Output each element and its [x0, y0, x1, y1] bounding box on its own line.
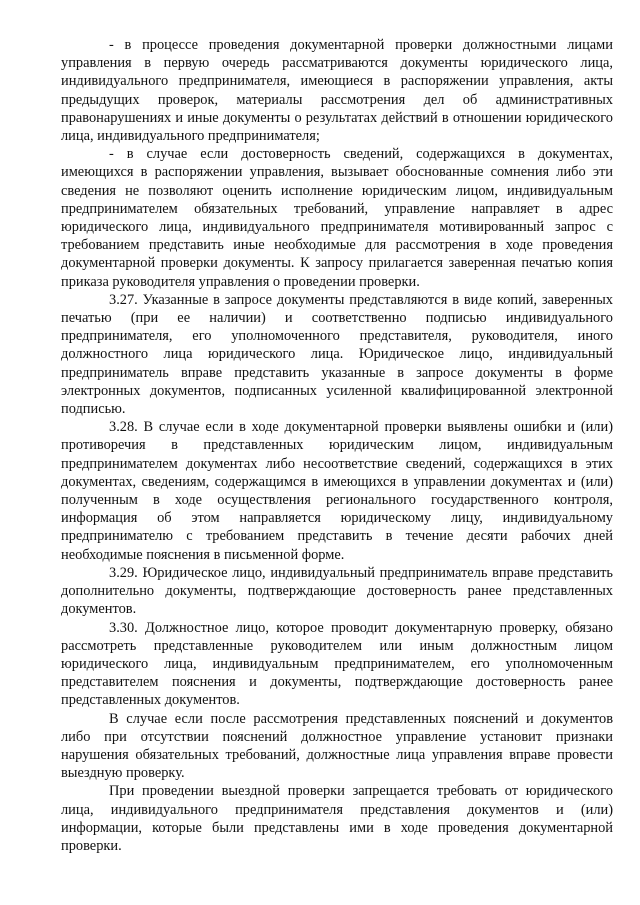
paragraph-3-30: 3.30. Должностное лицо, которое проводит документарную проверку, обязано рассмотреть представленные руководителем или иным должностным лицом юридического лица, индивидуальным предпринимателем, его уполномоченным представителем пояснения и документы, подтверждающие достоверность ранее представленных документов. — [61, 619, 613, 709]
paragraph-3-28: 3.28. В случае если в ходе документарной проверки выявлены ошибки и (или) противоречия в представленных юридическим лицом, индивидуальным предпринимателем документах либо несоответствие сведений, содержащихся в этих документах, сведениям, содержащимся в имеющихся в управлении документах и (или) полученным в ходе осуществления регионального государственного контроля, информация об этом направляется юридическому лицу, индивидуальному предпринимателю с требованием представить в течение десяти рабочих дней необходимые пояснения в письменной форме. — [61, 419, 613, 563]
paragraph-3-29: 3.29. Юридическое лицо, индивидуальный предприниматель вправе представить дополнительно документы, подтверждающие достоверность ранее представленных документов. — [61, 564, 613, 618]
paragraph-3-27: 3.27. Указанные в запросе документы представляются в виде копий, заверенных печатью (при ее наличии) и соответственно подписью индивидуального предпринимателя, его уполномоченного представителя, руководителя, иного должностного лица юридического лица. Юридическое лицо, индивидуальный предприниматель вправе представить указанные в запросе документы в форме электронных документов, подписанных усиленной квалифицированной электронной подписью. — [61, 291, 613, 418]
paragraph-onsite-inspection-grounds: В случае если после рассмотрения представленных пояснений и документов либо при отсутствии пояснений должностное управление установит признаки нарушения обязательных требований, должностные лица управления вправе провести выездную проверку. — [61, 710, 613, 782]
document-page — [61, 36, 613, 855]
paragraph-dash-documents-review: - в процессе проведения документарной проверки должностными лицами управления в первую очередь рассматриваются документы юридического лица, индивидуального предпринимателя, имеющиеся в распоряжении управления, акты предыдущих проверок, материалы рассмотрения дел об административных правонарушениях и иные документы о результатах действий в отношении юридического лица, индивидуального предпринимателя; — [61, 37, 613, 145]
paragraph-onsite-inspection-prohibition: При проведении выездной проверки запрещается требовать от юридического лица, индивидуального предпринимателя представления документов и (или) информации, которые были представлены ими в ходе проведения документарной проверки. — [61, 783, 613, 854]
paragraph-dash-request: - в случае если достоверность сведений, содержащихся в документах, имеющихся в распоряжении управления, вызывает обоснованные сомнения либо эти сведения не позволяют оценить исполнение юридическим лицом, индивидуальным предпринимателем обязательных требований, управление направляет в адрес юридического лица, индивидуального предпринимателя мотивированный запрос с требованием представить иные необходимые для рассмотрения в ходе проведения документарной проверки документы. К запросу прилагается заверенная печатью копия приказа руководителя управления о проведении проверки. — [61, 146, 613, 290]
